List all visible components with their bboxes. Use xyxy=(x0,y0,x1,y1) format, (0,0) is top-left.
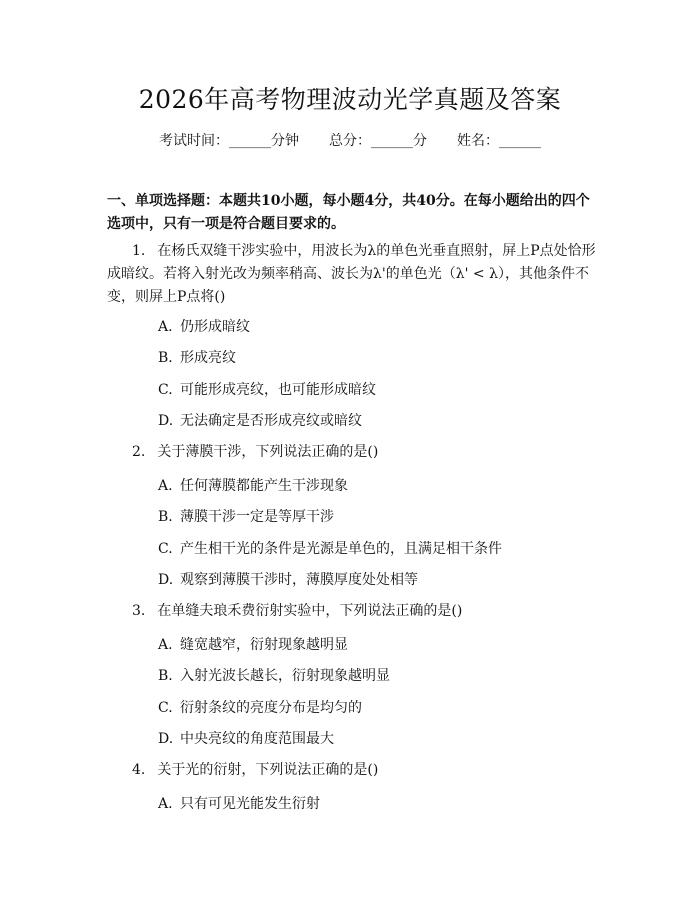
option-letter: A. xyxy=(158,637,173,653)
option-letter: D. xyxy=(158,731,174,747)
question-number: 3. xyxy=(132,603,146,619)
question-text: 关于薄膜干涉，下列说法正确的是() xyxy=(157,444,379,460)
option-letter: C. xyxy=(158,541,173,557)
question-text: 在杨氏双缝干涉实验中，用波长为λ的单色光垂直照射，屏上P点处恰形成暗纹。若将入射光改为频率稍高、波长为λ'的单色光（λ' < λ），其他条件不变，则屏上P点将() xyxy=(107,243,596,305)
option-letter: B. xyxy=(158,350,173,366)
option-letter: C. xyxy=(158,700,173,716)
option-3d xyxy=(158,729,598,749)
option-letter: A. xyxy=(158,796,173,812)
option-1b xyxy=(158,348,598,368)
question-number: 4. xyxy=(132,762,146,778)
option-letter: B. xyxy=(158,509,173,525)
option-2b xyxy=(158,507,598,527)
option-1d xyxy=(158,411,598,431)
section-heading: 一、单项选择题：本题共10小题，每小题4分，共40分。在每小题给出的四个选项中，只有一项是符合题目要求的。 xyxy=(107,193,590,232)
exam-time-field: 考试时间：______分钟 xyxy=(159,133,299,149)
option-2d xyxy=(158,570,598,590)
question-3 xyxy=(107,600,597,623)
option-2a xyxy=(158,476,598,496)
option-text: 可能形成亮纹，也可能形成暗纹 xyxy=(180,382,376,398)
exam-meta xyxy=(0,131,700,151)
option-letter: C. xyxy=(158,382,173,398)
option-1a xyxy=(158,317,598,337)
option-letter: B. xyxy=(158,668,173,684)
option-text: 中央亮纹的角度范围最大 xyxy=(180,731,334,747)
option-2c xyxy=(158,539,598,559)
option-text: 缝宽越窄，衍射现象越明显 xyxy=(180,637,348,653)
option-letter: D. xyxy=(158,413,174,429)
option-letter: A. xyxy=(158,478,173,494)
question-number: 2. xyxy=(132,444,146,460)
option-text: 衍射条纹的亮度分布是均匀的 xyxy=(180,700,362,716)
student-name-field: 姓名：______ xyxy=(457,133,541,149)
question-text: 在单缝夫琅禾费衍射实验中，下列说法正确的是() xyxy=(157,603,463,619)
option-3c xyxy=(158,698,598,718)
option-3b xyxy=(158,666,598,686)
option-letter: A. xyxy=(158,319,173,335)
question-number: 1. xyxy=(132,243,146,259)
option-text: 产生相干光的条件是光源是单色的，且满足相干条件 xyxy=(180,541,502,557)
option-4a xyxy=(158,794,598,814)
option-letter: D. xyxy=(158,572,174,588)
option-text: 入射光波长越长，衍射现象越明显 xyxy=(180,668,390,684)
question-2 xyxy=(107,441,597,464)
question-4 xyxy=(107,759,597,782)
option-3a xyxy=(158,635,598,655)
option-text: 无法确定是否形成亮纹或暗纹 xyxy=(180,413,362,429)
option-1c xyxy=(158,380,598,400)
page-title: 2026年高考物理波动光学真题及答案 xyxy=(138,85,562,114)
question-text: 关于光的衍射，下列说法正确的是() xyxy=(157,762,379,778)
option-text: 任何薄膜都能产生干涉现象 xyxy=(180,478,348,494)
option-text: 观察到薄膜干涉时，薄膜厚度处处相等 xyxy=(180,572,418,588)
option-text: 只有可见光能发生衍射 xyxy=(180,796,320,812)
total-score-field: 总分：______分 xyxy=(329,133,427,149)
option-text: 薄膜干涉一定是等厚干涉 xyxy=(180,509,334,525)
option-text: 仍形成暗纹 xyxy=(180,319,250,335)
question-1 xyxy=(107,240,597,309)
option-text: 形成亮纹 xyxy=(180,350,236,366)
